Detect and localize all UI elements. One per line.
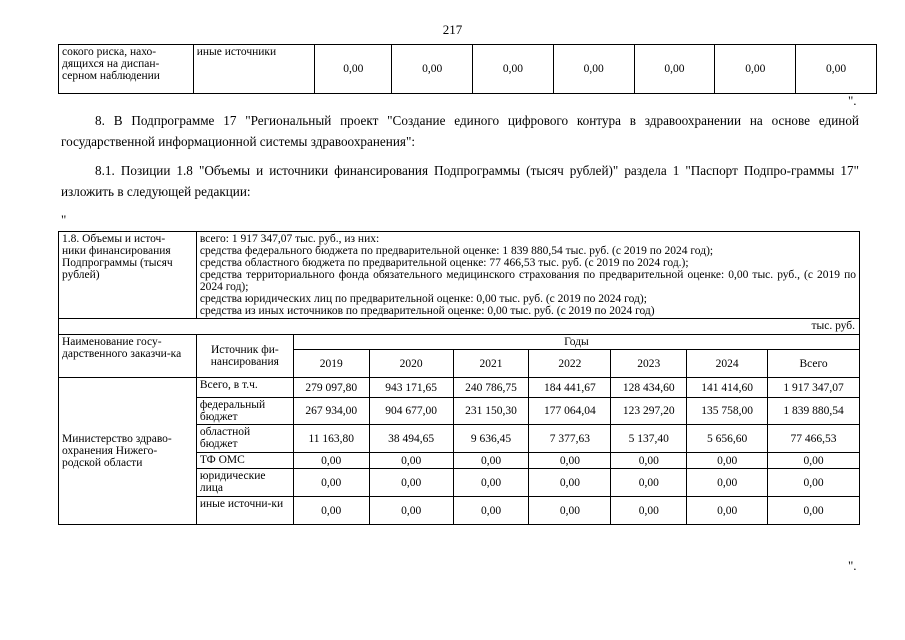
passport-line: средства из иных источников по предварительной оценке: 0,00 тыс. руб. (с 2019 по 2024 год) [199, 305, 655, 317]
value-cell: 0,00 [529, 453, 611, 469]
value-cell: 0,00 [768, 469, 860, 497]
top-table-value: 0,00 [473, 45, 554, 94]
year-header: 2024 [687, 350, 768, 378]
value-cell: 0,00 [293, 497, 369, 525]
passport-line: всего: 1 917 347,07 тыс. руб., из них: [199, 233, 380, 245]
value-cell: 7 377,63 [529, 425, 611, 453]
value-cell: 0,00 [453, 497, 529, 525]
year-header: 2023 [611, 350, 687, 378]
passport-label-line: рублей) [62, 269, 100, 281]
value-cell: 141 414,60 [687, 378, 768, 398]
value-cell: 0,00 [611, 469, 687, 497]
value-cell: 0,00 [687, 469, 768, 497]
unit-label: тыс. руб. [59, 319, 860, 335]
value-cell: 0,00 [611, 453, 687, 469]
passport-line: средства территориального фонда обязательного медицинского страхования по предварительной оценке: 0,00 тыс. руб., (с 2019 по 2024 год); [199, 269, 856, 293]
value-cell: 267 934,00 [293, 398, 369, 425]
passport-label [59, 232, 197, 319]
closing-quote-2: ". [848, 558, 857, 573]
closing-quote: ". [848, 93, 857, 108]
value-cell: 123 297,20 [611, 398, 687, 425]
value-cell: 0,00 [369, 497, 453, 525]
col-years-header: Годы [293, 335, 859, 350]
value-cell: 1 917 347,07 [768, 378, 860, 398]
passport-description [196, 232, 859, 319]
value-cell: 1 839 880,54 [768, 398, 860, 425]
value-cell: 11 163,80 [293, 425, 369, 453]
value-cell: 0,00 [687, 453, 768, 469]
passport-table [58, 231, 860, 525]
value-cell: 9 636,45 [453, 425, 529, 453]
value-cell: 904 677,00 [369, 398, 453, 425]
value-cell: 128 434,60 [611, 378, 687, 398]
customer-cell: Министерство здраво-охранения Нижего-родской области [59, 378, 197, 525]
value-cell: 0,00 [453, 453, 529, 469]
top-table-value: 0,00 [392, 45, 473, 94]
value-cell: 0,00 [687, 497, 768, 525]
value-cell: 279 097,80 [293, 378, 369, 398]
year-header: 2020 [369, 350, 453, 378]
top-table [58, 44, 877, 94]
value-cell: 0,00 [768, 453, 860, 469]
source-cell: юридические лица [196, 469, 293, 497]
passport-line: средства федерального бюджета по предварительной оценке: 1 839 880,54 тыс. руб. (с 2019 по 2024 год); [199, 245, 714, 257]
source-cell: областной бюджет [196, 425, 293, 453]
financing-row [59, 378, 860, 398]
top-label-line: сокого риска, нахо- [62, 46, 157, 58]
value-cell: 77 466,53 [768, 425, 860, 453]
top-table-label [59, 45, 194, 94]
value-cell: 0,00 [293, 453, 369, 469]
top-table-value: 0,00 [553, 45, 634, 94]
source-cell: иные источни-ки [196, 497, 293, 525]
value-cell: 0,00 [453, 469, 529, 497]
top-table-value: 0,00 [315, 45, 392, 94]
value-cell: 943 171,65 [369, 378, 453, 398]
passport-line: средства областного бюджета по предварительной оценке: 77 466,53 тыс. руб. (с 2019 по 2024 год.); [199, 257, 689, 269]
passport-label-line: 1.8. Объемы и источ- [62, 233, 166, 245]
source-cell: Всего, в т.ч. [196, 378, 293, 398]
col-customer-header: Наименование госу-дарственного заказчи-ка [59, 335, 197, 378]
col-source-header: Источник фи-нансирования [196, 335, 293, 378]
value-cell: 240 786,75 [453, 378, 529, 398]
year-header: 2021 [453, 350, 529, 378]
year-header: 2019 [293, 350, 369, 378]
value-cell: 0,00 [768, 497, 860, 525]
value-cell: 5 656,60 [687, 425, 768, 453]
value-cell: 0,00 [293, 469, 369, 497]
value-cell: 184 441,67 [529, 378, 611, 398]
value-cell: 0,00 [369, 453, 453, 469]
top-table-value: 0,00 [634, 45, 715, 94]
value-cell: 38 494,65 [369, 425, 453, 453]
page-number: 217 [442, 22, 463, 37]
value-cell: 135 758,00 [687, 398, 768, 425]
source-cell: федеральный бюджет [196, 398, 293, 425]
top-table-value: 0,00 [715, 45, 796, 94]
passport-label-line: ники финансирования [62, 245, 171, 257]
top-label-line: дящихся на диспан- [62, 58, 160, 70]
passport-row [59, 232, 860, 319]
value-cell: 0,00 [529, 469, 611, 497]
passport-line: средства юридических лиц по предварительной оценке: 0,00 тыс. руб. (с 2019 по 2024 год); [199, 293, 647, 305]
top-label-line: серном наблюдении [62, 70, 160, 82]
source-cell: ТФ ОМС [196, 453, 293, 469]
value-cell: 231 150,30 [453, 398, 529, 425]
financing-rows [59, 378, 860, 525]
passport-label-line: Подпрограммы (тысяч [62, 257, 173, 269]
total-header: Всего [768, 350, 860, 378]
value-cell: 177 064,04 [529, 398, 611, 425]
value-cell: 0,00 [529, 497, 611, 525]
paragraph-8-1: 8.1. Позиции 1.8 "Объемы и источники финансирования Подпрограммы (тысяч рублей)" раздела 1 "Паспорт Подпро-граммы 17" изложить в следующей редакции: [61, 163, 859, 199]
value-cell: 0,00 [369, 469, 453, 497]
paragraph-8: 8. В Подпрограмме 17 "Региональный проект "Создание единого цифрового контура в здравоохранении на основе единой государственной информационной системы здравоохранения": [61, 113, 859, 149]
top-table-source: иные источники [193, 45, 315, 94]
opening-quote: " [61, 212, 67, 227]
year-header: 2022 [529, 350, 611, 378]
value-cell: 0,00 [611, 497, 687, 525]
value-cell: 5 137,40 [611, 425, 687, 453]
top-table-value: 0,00 [796, 45, 877, 94]
